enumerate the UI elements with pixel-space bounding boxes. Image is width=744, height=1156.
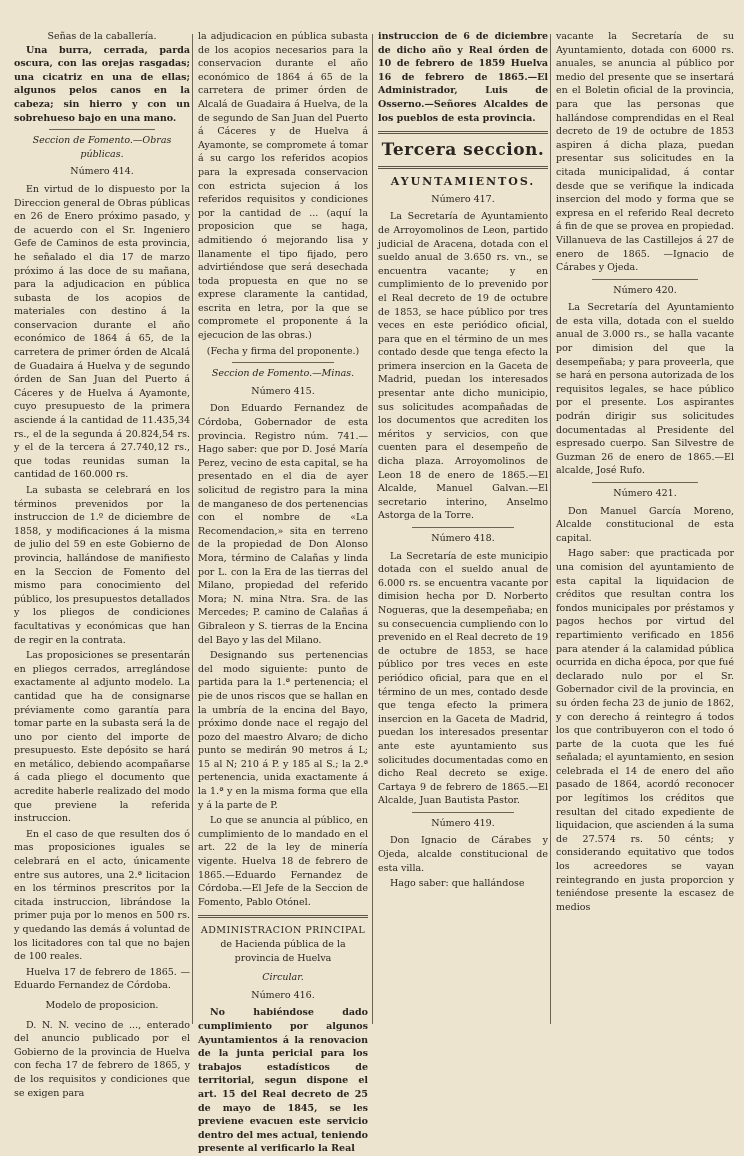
double-rule bbox=[378, 131, 548, 134]
column-2 bbox=[198, 30, 368, 1155]
paragraph: La subasta se celebrará en los términos prevenidos por la instruccion de 1.º de diciembre de 1858, y modificaciones á la misma de julio del 59 en este Gobierno de provincia, hallándose de manifiesto en la Seccion de Fomento del mismo para conocimiento del público, los presupuestos detallados y los pliegos de condiciones facultativas y económicas que han de regir en la contrata. bbox=[14, 485, 190, 646]
section-heading: Seccion de Fomento.—Obras públicas. bbox=[32, 135, 172, 160]
paragraph: En el caso de que resulten dos ó mas proposiciones iguales se celebrará en el acto, únicamente entre sus autores, una 2.ª licitacion en los términos prescritos por la citada instruccion, librándose la primer puja por lo menos en 500 rs. y quedando las demás á voluntad de los licitadores con tal que no bajen de 100 reales. bbox=[14, 828, 190, 963]
column-4 bbox=[556, 30, 734, 1024]
column-rule bbox=[550, 34, 551, 1024]
notice-number: Número 415. bbox=[251, 385, 315, 397]
signature-line: (Fecha y firma del proponente.) bbox=[206, 345, 360, 357]
senas-title: Señas de la caballería. bbox=[47, 31, 157, 42]
paragraph: Don Eduardo Fernandez de Córdoba, Gobernador de esta provincia. Registro núm. 741.—Hago saber: que por D. José María Perez, vecino de esta capital, se ha presentado en el dia de ayer solicitud de registro para la mina de manganeso de dos pertenencias con el nombre de «La Recomendacion,» sita en terreno de la propiedad de Don Alonso Mora, término de Calañas y linda por L. con la Era de las tierras del Milano, propiedad del referido Mora; N. mina Ntra. Sra. de las Mercedes; P. camino de Calañas á Gibraleon y S. tierras de la Encina del Bayo y las del Milano. bbox=[198, 403, 368, 646]
paragraph: La Secretaría de Ayuntamiento de Arroyomolinos de Leon, partido judicial de Aracena, dotada con el sueldo anual de 3.650 rs. vn., se encuentra vacante; y en cumplimiento de lo prevenido por el Real decreto de 19 de octubre de 1853, se hace público por tres veces en este periódico oficial, para que en el término de un mes contado desde que tenga efecto la primera insercion en la Gaceta de Madrid, puedan los interesados presentar ante dicho municipio, sus solicitudes acompañadas de los documentos que acrediten los méritos y servicios, con que cuenten para el desempeño de dicha plaza. Arroyomolinos de Leon 18 de enero de 1865.—El Alcalde, Manuel Galvan.—El secretario interino, Anselmo Astorga de la Torre. bbox=[378, 211, 548, 522]
paragraph: instruccion de 6 de diciembre de dicho año y Real órden de 10 de febrero de 1859 Huelva 16 de febrero de 1865.—El Administrador, Luis de Osserno.—Señores Alcaldes de los pueblos de esta provincia. bbox=[378, 31, 548, 124]
double-rule bbox=[378, 166, 548, 169]
paragraph: Designando sus pertenencias del modo siguiente: punto de partida para la 1.ª pertenencia; el pie de unos riscos que se hallan en la umbría de la encina del Bayo, próximo donde nace el regajo del pozo del maestro Alvaro; de dicho punto se medirán 90 metros á L; 15 al N; 210 á P. y 185 al S.; la 2.ª pertenencia, unida exactamente á la 1.ª y en la misma forma que ella y á la parte de P. bbox=[198, 650, 368, 811]
divider bbox=[592, 482, 699, 483]
divider bbox=[49, 129, 155, 130]
paragraph: Hago saber: que practicada por una comision del ayuntamiento de esta capital la liquidacion de créditos que resultan contra los fondos municipales por préstamos y pagos hechos por virtud del repartimiento verificado en 1856 para atender á la calamidad pública ocurrida en dicha época, por que fué declarado nulo por el Sr. Gobernador civil de la provincia, en su órden fecha 23 de junio de 1862, y con derecho á reintegro á todos los que contribuyeron con el todo ó parte de la cuota que les fué señalada; el ayuntamiento, en sesion celebrada el 14 de enero del año pasado de 1864, acordó reconocer por legítimos los créditos que resultan del citado expediente de liquidacion, que ascienden á la suma de 27.574 rs. 50 cénts; y considerando equitativo que todos los acreedores se vayan reintegrando en justa proporcion y teniéndose presente la escasez de medios bbox=[556, 548, 734, 913]
notice-number: Número 416. bbox=[251, 989, 315, 1001]
paragraph: la adjudicacion en pública subasta de los acopios necesarios para la conservacion durante el año económico de 1864 á 65 de la carretera de primer órden de Alcalá de Guadaira á Huelva, de la de segundo de San Juan del Puerto á Cáceres y de Huelva á Ayamonte, se compromete á tomar á su cargo los referidos acopios para la expresada conservacion con estricta sujecion á los referidos requisitos y condiciones por la cantidad de ... (aquí la proposicion que se haga, admitiendo ó mejorando lisa y llanamente el tipo fijado, pero advirtiéndose que será desechada toda propuesta en que no se exprese claramente la cantidad, escrita en letra, por la que se compromete el proponente á la ejecucion de las obras.) bbox=[198, 31, 368, 342]
ayuntamientos-heading: AYUNTAMIENTOS. bbox=[390, 175, 536, 189]
double-rule bbox=[198, 915, 368, 918]
admin-heading: ADMINISTRACION PRINCIPAL bbox=[200, 925, 366, 937]
section-heading: Seccion de Fomento.—Minas. bbox=[211, 368, 355, 380]
paragraph: Don Manuel García Moreno, Alcalde constitucional de esta capital. bbox=[556, 505, 734, 544]
paragraph: Lo que se anuncia al público, en cumplimiento de lo mandado en el art. 22 de la ley de minería vigente. Huelva 18 de febrero de 1865.—Eduardo Fernandez de Córdoba.—El Jefe de la Seccion de Fomento, Pablo Otónel. bbox=[198, 815, 368, 908]
column-1 bbox=[14, 30, 190, 1099]
notice-number: Número 419. bbox=[431, 817, 495, 829]
paragraph: Don Ignacio de Cárabes y Ojeda, alcalde constitucional de esta villa. bbox=[378, 835, 548, 874]
paragraph: D. N. N. vecino de ..., enterado del anuncio publicado por el Gobierno de la provincia de Huelva con fecha 17 de febrero de 1865, y de los requisitos y condiciones que se exigen para bbox=[14, 1019, 190, 1099]
paragraph: La Secretaría del Ayuntamiento de esta villa, dotada con el sueldo anual de 3.000 rs., se halla vacante por dimision del que la desempeñaba; y para proveerla, que se hará en persona autorizada de los requisitos legales, se hace público por el presente. Los aspirantes podrán dirigir sus solicitudes documentadas al Presidente del espresado cuerpo. San Silvestre de Guzman 26 de enero de 1865.—El alcalde, José Rufo. bbox=[556, 302, 734, 477]
modelo-heading: Modelo de proposicion. bbox=[45, 999, 159, 1011]
notice-number: Número 414. bbox=[70, 166, 134, 178]
column-3 bbox=[378, 30, 548, 1024]
circular-label: Circular. bbox=[262, 972, 304, 984]
date-signature: Huelva 17 de febrero de 1865. —Eduardo Fernandez de Córdoba. bbox=[14, 966, 190, 992]
paragraph: Las proposiciones se presentarán en pliegos cerrados, arreglándose exactamente al adjunto modelo. La cantidad que ha de consignarse préviamente como garantía para tomar parte en la subasta será la de uno por ciento del importe de presupuesto. Este depósito se hará en metálico, debiendo acompañarse á cada pliego el documento que acredite haberle realizado del modo que previene la referida instruccion. bbox=[14, 650, 190, 825]
paragraph: No habiéndose dado cumplimiento por algunos Ayuntamientos á la renovacion de la junta pericial para los trabajos estadísticos de territorial, segun dispone el art. 15 del Real decreto de 25 de mayo de 1845, se les previene evacuen este servicio dentro del mes actual, teniendo presente al verificarlo la Real bbox=[198, 1007, 368, 1155]
paragraph: Hago saber: que hallándose bbox=[390, 878, 525, 890]
divider bbox=[232, 362, 334, 363]
column-rule bbox=[192, 34, 193, 1024]
notice-number: Número 421. bbox=[613, 488, 677, 499]
admin-subheading: de Hacienda pública de la provincia de Huelva bbox=[220, 939, 346, 964]
divider bbox=[592, 279, 699, 280]
notice-number: Número 420. bbox=[613, 284, 677, 296]
notice-number: Número 418. bbox=[431, 533, 495, 544]
senas-text: Una burra, cerrada, parda oscura, con las orejas rasgadas; una cicatriz en una de ellas; algunos pelos canos en la cabeza; sin hierro y con un sobrehueso bajo en una mano. bbox=[14, 44, 190, 124]
divider bbox=[412, 527, 514, 528]
paragraph: La Secretaría de este municipio dotada con el sueldo anual de 6.000 rs. se encuentra vacante por dimision hecha por D. Norberto Nogueras, que la desempeñaba; en su consecuencia cumpliendo con lo prevenido en el Real decreto de 19 de octubre de 1853, se hace público por tres veces en este periódico oficial, para que en el término de un mes, contado desde que tenga efecto la primera insercion en la Gaceta de Madrid, puedan los interesados presentar ante este ayuntamiento sus solicitudes documentadas como en dicho Real decreto se exige. Cartaya 9 de febrero de 1865.—El Alcalde, Juan Bautista Pastor. bbox=[378, 550, 548, 807]
divider bbox=[412, 812, 514, 813]
paragraph: En virtud de lo dispuesto por la Direccion general de Obras públicas en 26 de Enero próximo pasado, y de acuerdo con el Sr. Ingeniero Gefe de Caminos de esta provincia, he señalado el dia 17 de marzo próximo á las doce de su mañana, para la adjudicacion en pública subasta de los acopios de materiales con destino á la conservacion durante el año económico de 1864 á 65, de la carretera de primer órden de Alcalá de Guadaira á Huelva y de segundo órden de San Juan del Puerto á Cáceres y de Huelva á Ayamonte, cuyo presupuesto de la primera asciende á la cantidad de 11.435,34 rs., el de la segunda á 20.824,54 rs. y el de la tercera á 27.740,12 rs., que todas reunidas suman la cantidad de 160.000 rs. bbox=[14, 183, 190, 481]
section-title: Tercera seccion. bbox=[381, 140, 545, 161]
notice-number: Número 417. bbox=[431, 193, 495, 205]
column-rule bbox=[372, 34, 373, 1024]
paragraph: vacante la Secretaría de su Ayuntamiento, dotada con 6000 rs. anuales, se anuncia al público por medio del presente que se insertará en el Boletin oficial de la provincia, para que las personas que hallándose comprendidas en el Real decreto de 19 de octubre de 1853 aspiren á dicha plaza, puedan presentar sus solicitudes en la citada municipalidad, á contar desde que se verifique la indicada insercion del modo y forma que se expresa en el referido Real decreto á fin de que se provea en propiedad. Villanueva de las Castillejos á 27 de enero de 1865. —Ignacio de Cárabes y Ojeda. bbox=[556, 31, 734, 274]
